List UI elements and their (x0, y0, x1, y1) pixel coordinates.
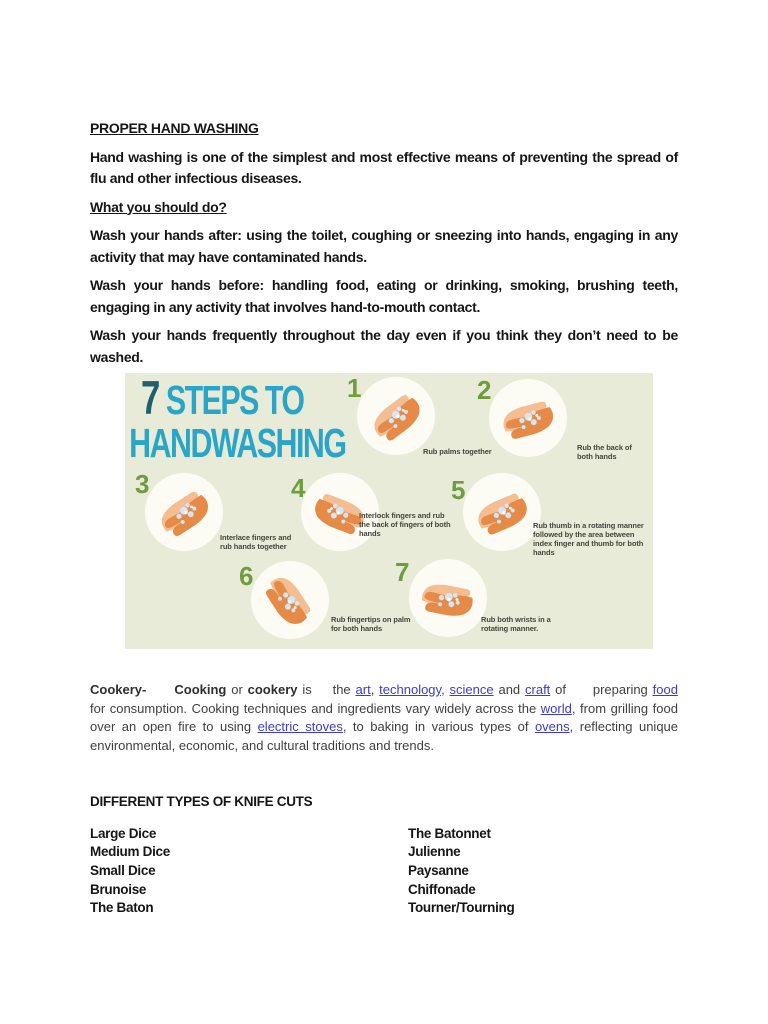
list-item: Julienne (408, 844, 461, 860)
cookery-text: of (550, 682, 571, 697)
step-caption: Rub thumb in a rotating manner followed by the area between index finger and thumb for both hands (533, 521, 644, 557)
list-item: The Batonnet (408, 825, 491, 841)
link-art[interactable]: art (355, 682, 371, 697)
hands-illustration (409, 559, 487, 637)
list-item: Chiffonade (408, 881, 476, 897)
hands-illustration (357, 377, 435, 455)
infographic-title-line2: HANDWASHING (129, 420, 346, 466)
cookery-text: , from grilling food over an open fire to using (90, 700, 678, 735)
cookery-paragraph (90, 681, 678, 756)
list-item: Small Dice (90, 863, 156, 878)
wash-after-paragraph: Wash your hands after: using the toilet, coughing or sneezing into hands, engaging in any activity that may have contaminated hands. (90, 227, 678, 265)
handwashing-infographic (125, 373, 653, 649)
cookery-bold-cooking: Cooking (174, 682, 227, 697)
cookery-text: or (226, 682, 248, 697)
step-caption: Interlace fingers and rub hands together (220, 533, 292, 551)
hands-icon (149, 477, 219, 547)
list-item: Large Dice (90, 825, 157, 841)
hands-illustration (463, 473, 541, 551)
hands-icon (359, 379, 434, 454)
infographic-title-rest: STEPS TO (158, 377, 304, 423)
cookery-bold-cookery: cookery (247, 682, 298, 697)
cookery-text: the (332, 682, 356, 697)
infographic-title (129, 373, 346, 466)
wash-before-paragraph: Wash your hands before: handling food, eating or drinking, smoking, brushing teeth, engaging in any activity that involves hand-to-mouth contact. (90, 277, 678, 315)
wash-frequently-paragraph: Wash your hands frequently throughout the day even if you think they don’t need to be washed. (90, 327, 678, 365)
cookery-text: preparing (592, 682, 653, 697)
step-number: 3 (135, 469, 150, 499)
cookery-text: , to baking in various types of (342, 719, 535, 735)
hands-illustration (145, 473, 223, 551)
intro-paragraph: Hand washing is one of the simplest and most effective means of preventing the spread of flu and other infectious diseases. (90, 148, 678, 186)
step-number: 6 (239, 561, 254, 591)
knife-cuts-left-column (90, 825, 408, 918)
list-item: Paysanne (408, 863, 469, 878)
link-technology[interactable]: technology (379, 682, 442, 697)
step-caption: Rub fingertips on palm for both hands (331, 615, 411, 633)
knife-cuts-heading: DIFFERENT TYPES OF KNIFE CUTS (90, 793, 313, 809)
step-caption: Rub palms together (423, 447, 492, 456)
infographic-title-number: 7 (141, 373, 159, 424)
step-number: 2 (477, 375, 492, 405)
cookery-text: is (297, 682, 317, 697)
subheading-what-you-should-do: What you should do? (90, 198, 227, 215)
step-number: 5 (451, 475, 466, 505)
list-item: Brunoise (90, 881, 147, 897)
link-craft[interactable]: craft (525, 682, 551, 697)
hands-icon (488, 378, 568, 458)
cookery-lead: Cookery- (90, 682, 147, 697)
hands-icon (466, 476, 539, 549)
list-item: Tourner/Tourning (408, 900, 515, 916)
link-electric-stoves[interactable]: electric stoves (257, 719, 343, 735)
step-caption: Rub both wrists in a rotating manner. (481, 615, 551, 633)
link-food[interactable]: food (652, 682, 678, 697)
cookery-text: and (493, 682, 526, 697)
cookery-text: for consumption. Cooking techniques and ingredients vary widely across the (90, 700, 541, 716)
hands-illustration (251, 561, 329, 639)
cookery-text: , (441, 682, 450, 697)
list-item: Medium Dice (90, 844, 170, 860)
step-number: 4 (291, 473, 306, 503)
link-world[interactable]: world (540, 700, 572, 716)
step-caption: Interlock fingers and rub the back of fingers of both hands (359, 511, 451, 538)
step-number: 1 (347, 373, 362, 403)
link-science[interactable]: science (449, 682, 494, 697)
cookery-text: , (370, 682, 380, 697)
link-ovens[interactable]: ovens (534, 719, 570, 735)
list-item: The Baton (90, 900, 154, 916)
hands-icon (255, 565, 325, 635)
step-number: 7 (395, 557, 410, 587)
cookery-text: , reflecting unique environmental, economic, and cultural traditions and trends. (90, 719, 679, 754)
knife-cuts-right-column (408, 825, 678, 918)
infographic-title-line1 (141, 375, 345, 423)
document-content (90, 118, 678, 918)
step-caption: Rub the back of both hands (577, 443, 632, 461)
knife-cuts-columns (90, 825, 678, 918)
hands-illustration (489, 379, 567, 457)
page-title: PROPER HAND WASHING (90, 120, 259, 136)
